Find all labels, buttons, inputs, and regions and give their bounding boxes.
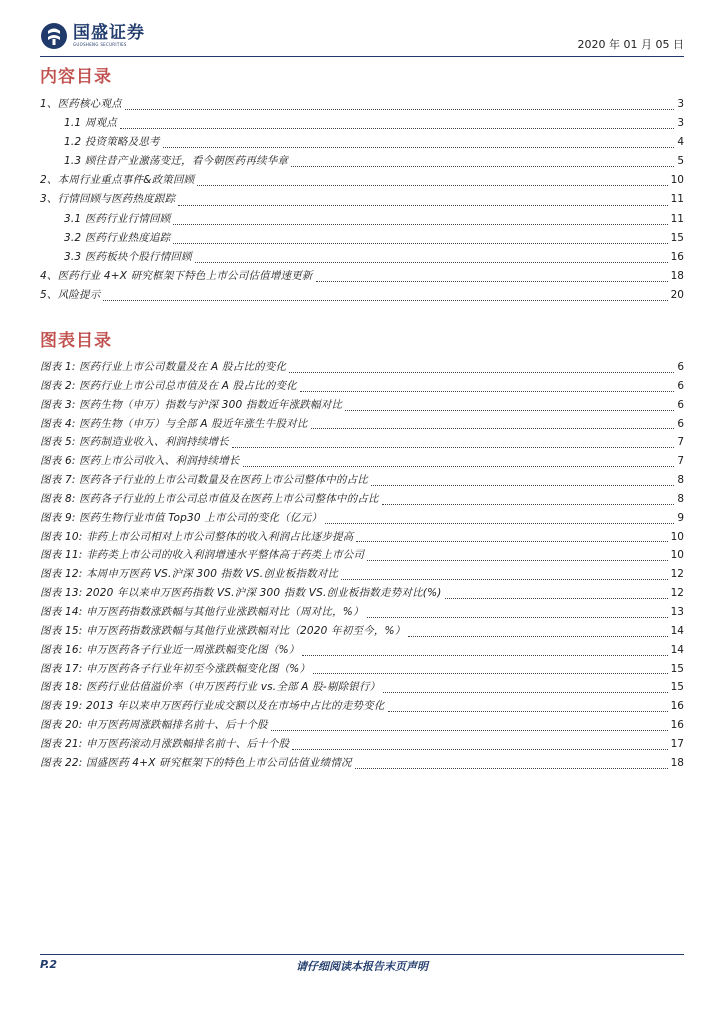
toc-entry-label: 1.2 投资策略及思考 bbox=[64, 136, 160, 149]
dot-leader bbox=[300, 390, 674, 392]
toc-entry-label: 2、本周行业重点事件&政策回顾 bbox=[40, 174, 195, 187]
toc-entry-page: 4 bbox=[677, 136, 684, 149]
figure-entry[interactable] bbox=[40, 565, 684, 584]
report-date: 2020 年 01 月 05 日 bbox=[577, 38, 684, 51]
figure-entry-label: 图表 9: 医药生物行业市值 Top30 上市公司的变化（亿元） bbox=[40, 511, 323, 524]
dot-leader bbox=[302, 654, 667, 656]
toc-entry-label: 3、行情回顾与医药热度跟踪 bbox=[40, 193, 176, 206]
figure-entry-page: 8 bbox=[677, 474, 684, 487]
figure-entry-page: 14 bbox=[670, 624, 684, 637]
dot-leader bbox=[271, 729, 668, 731]
dot-leader bbox=[382, 503, 675, 505]
figure-entry-label: 图表 22: 国盛医药 4+X 研究框架下的特色上市公司估值业绩情况 bbox=[40, 756, 352, 769]
figure-entry-label: 图表 2: 医药行业上市公司总市值及在 A 股占比的变化 bbox=[40, 379, 297, 392]
toc-title: 内容目录 bbox=[40, 67, 112, 87]
dot-leader bbox=[291, 165, 674, 167]
toc-entry-page: 11 bbox=[670, 212, 684, 225]
figure-entry-label: 图表 14: 申万医药指数涨跌幅与其他行业涨跌幅对比（周对比，%） bbox=[40, 605, 364, 618]
dot-leader bbox=[311, 427, 675, 429]
toc-entry-page: 3 bbox=[677, 117, 684, 130]
figure-entry-label: 图表 18: 医药行业估值溢价率（申万医药行业 vs.全部 A 股-剔除银行） bbox=[40, 681, 381, 694]
figure-entry-page: 8 bbox=[677, 492, 684, 505]
toc-entry[interactable] bbox=[40, 267, 684, 286]
toc-entry[interactable] bbox=[40, 286, 684, 305]
figure-entry-page: 12 bbox=[670, 568, 684, 581]
figure-entry-page: 14 bbox=[670, 643, 684, 656]
figure-entry-page: 7 bbox=[677, 436, 684, 449]
toc-entry-page: 11 bbox=[670, 193, 684, 206]
toc-entry-label: 1.3 顾往昔产业激荡变迁，看今朝医药再续华章 bbox=[64, 155, 289, 168]
figure-entry[interactable] bbox=[40, 433, 684, 452]
figure-entry-page: 10 bbox=[670, 549, 684, 562]
figure-entry-label: 图表 5: 医药制造业收入、利润持续增长 bbox=[40, 436, 229, 449]
dot-leader bbox=[103, 299, 667, 301]
figure-entry-label: 图表 8: 医药各子行业的上市公司总市值及在医药上市公司整体中的占比 bbox=[40, 492, 379, 505]
toc-entry-label: 3.1 医药行业行情回顾 bbox=[64, 212, 171, 225]
toc-entry[interactable] bbox=[40, 95, 684, 114]
figure-entry-label: 图表 20: 申万医药周涨跌幅排名前十、后十个股 bbox=[40, 719, 268, 732]
figure-entry-page: 12 bbox=[670, 587, 684, 600]
dot-leader bbox=[356, 540, 667, 542]
toc-entry[interactable] bbox=[40, 229, 684, 248]
figure-entry[interactable] bbox=[40, 754, 684, 773]
figure-entry[interactable] bbox=[40, 735, 684, 754]
figure-entry-page: 15 bbox=[670, 662, 684, 675]
dot-leader bbox=[178, 204, 667, 206]
dot-leader bbox=[313, 672, 667, 674]
toc-entry[interactable] bbox=[40, 114, 684, 133]
dot-leader bbox=[341, 578, 667, 580]
figure-entry[interactable] bbox=[40, 452, 684, 471]
dot-leader bbox=[289, 371, 674, 373]
footer-divider bbox=[40, 954, 684, 955]
page-header bbox=[40, 20, 684, 57]
dot-leader bbox=[388, 710, 668, 712]
figure-entry[interactable] bbox=[40, 490, 684, 509]
dot-leader bbox=[367, 616, 668, 618]
figure-entry-label: 图表 12: 本周申万医药 VS.沪深 300 指数 VS.创业板指数对比 bbox=[40, 568, 339, 581]
dot-leader bbox=[316, 280, 668, 282]
figure-entry-page: 13 bbox=[670, 605, 684, 618]
toc-entry-label: 3.2 医药行业热度追踪 bbox=[64, 231, 171, 244]
figure-entry-page: 16 bbox=[670, 719, 684, 732]
figure-entry[interactable] bbox=[40, 358, 684, 377]
toc-entry-label: 1、医药核心观点 bbox=[40, 98, 122, 110]
company-subname: GUOSHENG SECURITIES bbox=[73, 42, 127, 47]
toc-entry-label: 1.1 周观点 bbox=[64, 117, 117, 130]
disclaimer-note: 请仔细阅读本报告末页声明 bbox=[296, 960, 428, 973]
figure-entry[interactable] bbox=[40, 603, 684, 622]
dot-leader bbox=[292, 748, 667, 750]
dot-leader bbox=[371, 484, 674, 486]
figure-entry-label: 图表 11: 非药类上市公司的收入利润增速水平整体高于药类上市公司 bbox=[40, 549, 365, 562]
figure-entry-page: 6 bbox=[677, 417, 684, 430]
figure-entry-page: 9 bbox=[677, 511, 684, 524]
dot-leader bbox=[197, 184, 667, 186]
figure-entry[interactable] bbox=[40, 716, 684, 735]
figure-entry[interactable] bbox=[40, 678, 684, 697]
toc-entry-page: 10 bbox=[670, 174, 684, 187]
figure-entry[interactable] bbox=[40, 509, 684, 528]
figure-list-title: 图表目录 bbox=[40, 331, 112, 351]
toc-entry[interactable] bbox=[40, 152, 684, 171]
figure-entry-label: 图表 21: 申万医药滚动月涨跌幅排名前十、后十个股 bbox=[40, 737, 290, 750]
toc-entry-page: 20 bbox=[670, 288, 684, 301]
figure-entry[interactable] bbox=[40, 660, 684, 679]
figure-list bbox=[40, 358, 684, 773]
figure-entry-label: 图表 13: 2020 年以来申万医药指数 VS.沪深 300 指数 VS.创业板指数走势对比(%) bbox=[40, 587, 442, 600]
figure-entry-page: 18 bbox=[670, 756, 684, 769]
figure-entry-page: 6 bbox=[677, 361, 684, 373]
figure-entry-label: 图表 1: 医药行业上市公司数量及在 A 股占比的变化 bbox=[40, 361, 287, 373]
figure-entry[interactable] bbox=[40, 528, 684, 547]
toc-entry-label: 5、风险提示 bbox=[40, 288, 101, 301]
dot-leader bbox=[325, 522, 674, 524]
figure-entry[interactable] bbox=[40, 641, 684, 660]
dot-leader bbox=[445, 597, 668, 599]
figure-entry-label: 图表 3: 医药生物（申万）指数与沪深 300 指数近年涨跌幅对比 bbox=[40, 398, 343, 411]
toc-entry-label: 4、医药行业 4+X 研究框架下特色上市公司估值增速更新 bbox=[40, 269, 313, 282]
figure-entry-label: 图表 17: 申万医药各子行业年初至今涨跌幅变化图（%） bbox=[40, 662, 311, 675]
guosheng-logo-icon bbox=[40, 22, 68, 50]
figure-entry-label: 图表 4: 医药生物（申万）与全部 A 股近年涨生牛股对比 bbox=[40, 417, 308, 430]
toc-entry[interactable] bbox=[40, 190, 684, 209]
figure-entry[interactable] bbox=[40, 697, 684, 716]
figure-entry-label: 图表 16: 申万医药各子行业近一周涨跌幅变化图（%） bbox=[40, 643, 300, 656]
dot-leader bbox=[195, 261, 668, 263]
dot-leader bbox=[367, 559, 667, 561]
page-number: P.2 bbox=[40, 958, 58, 971]
toc-entry-page: 16 bbox=[670, 250, 684, 263]
figure-entry-label: 图表 10: 非药上市公司相对上市公司整体的收入利润占比逐步提高 bbox=[40, 530, 354, 543]
figure-entry[interactable] bbox=[40, 546, 684, 565]
toc-entry[interactable] bbox=[40, 171, 684, 190]
company-name: 国盛证券 bbox=[73, 23, 145, 43]
dot-leader bbox=[173, 223, 667, 225]
figure-entry-page: 16 bbox=[670, 700, 684, 713]
toc-entry-label: 3.3 医药板块个股行情回顾 bbox=[64, 250, 192, 263]
dot-leader bbox=[355, 767, 668, 769]
dot-leader bbox=[383, 691, 667, 693]
toc-entry-page: 18 bbox=[670, 269, 684, 282]
dot-leader bbox=[173, 242, 667, 244]
toc-entry[interactable] bbox=[40, 210, 684, 229]
toc-entry[interactable] bbox=[40, 248, 684, 267]
figure-entry-label: 图表 15: 申万医药指数涨跌幅与其他行业涨跌幅对比（2020 年初至今，%） bbox=[40, 624, 406, 637]
dot-leader bbox=[125, 108, 675, 110]
figure-entry-page: 6 bbox=[677, 379, 684, 392]
company-logo bbox=[40, 22, 145, 50]
figure-entry-label: 图表 19: 2013 年以来申万医药行业成交额以及在市场中占比的走势变化 bbox=[40, 700, 385, 713]
figure-entry-label: 图表 6: 医药上市公司收入、利润持续增长 bbox=[40, 455, 240, 468]
toc-entry[interactable] bbox=[40, 133, 684, 152]
figure-entry-page: 10 bbox=[670, 530, 684, 543]
dot-leader bbox=[243, 465, 675, 467]
figure-entry-page: 15 bbox=[670, 681, 684, 694]
toc-list bbox=[40, 95, 684, 305]
figure-entry[interactable] bbox=[40, 471, 684, 490]
figure-entry[interactable] bbox=[40, 622, 684, 641]
figure-entry-label: 图表 7: 医药各子行业的上市公司数量及在医药上市公司整体中的占比 bbox=[40, 474, 368, 487]
figure-entry[interactable] bbox=[40, 396, 684, 415]
dot-leader bbox=[163, 146, 675, 148]
dot-leader bbox=[345, 409, 674, 411]
figure-entry-page: 7 bbox=[677, 455, 684, 468]
dot-leader bbox=[408, 635, 667, 637]
figure-entry-page: 17 bbox=[670, 737, 684, 750]
figure-entry[interactable] bbox=[40, 584, 684, 603]
toc-entry-page: 15 bbox=[670, 231, 684, 244]
toc-entry-page: 5 bbox=[677, 155, 684, 168]
figure-entry[interactable] bbox=[40, 415, 684, 434]
toc-entry-page: 3 bbox=[677, 98, 684, 110]
dot-leader bbox=[232, 446, 674, 448]
figure-entry-page: 6 bbox=[677, 398, 684, 411]
dot-leader bbox=[120, 127, 674, 129]
figure-entry[interactable] bbox=[40, 377, 684, 396]
